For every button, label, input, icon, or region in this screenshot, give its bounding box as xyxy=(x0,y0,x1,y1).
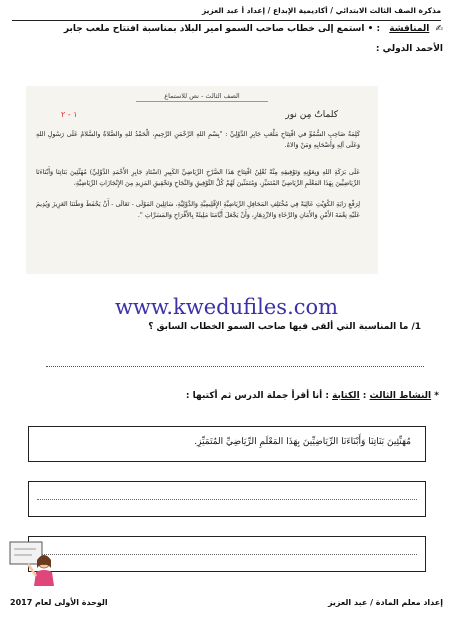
footer-unit: الوحدة الأولى لعام 2017 xyxy=(10,598,108,607)
passage-paragraph-1: كَلِمَةُ صَاحِبِ السُّمُوِّ في افْتِتَاحِ مَلْعَبِ جَابِرِ الدَّوْلِيِّ : "بِسْمِ اللهِ الرَّحْمَنِ الرَّحِيمِ، الْحَمْدُ للهِ والصَّلاةُ والسَّلامُ عَلَى رَسُولِ اللهِ وَعَلَى آلِهِ وَأَصْحَابِهِ وَمَنْ وَالاهُ. xyxy=(36,131,360,149)
writing-line-1[interactable] xyxy=(37,499,417,500)
writing-box-2[interactable] xyxy=(28,536,426,572)
footer-author: إعداد معلم المادة / عبد العزيز xyxy=(327,598,443,607)
writing-box-1[interactable] xyxy=(28,481,426,517)
discussion-continuation: الأحمد الدولي : xyxy=(375,44,443,54)
site-watermark: www.kwedufiles.com xyxy=(114,295,339,319)
activity-instruction: أنا أقرأ جملة الدرس ثم أكتبها : xyxy=(185,391,323,401)
passage-title: كلماتٌ مِن نور xyxy=(285,110,338,120)
question-1: 1/ ما المناسبة التي ألقى فيها صاحب السمو الخطاب السابق ؟ xyxy=(148,322,421,332)
discussion-separator: : xyxy=(376,24,381,34)
passage-subheading-underline xyxy=(136,101,268,102)
activity-label: النشاط الثالث xyxy=(369,391,432,401)
discussion-label: المناقشة xyxy=(389,24,430,34)
model-sentence: مُهَنِّئِينَ بَنَاتِنَا وَأَبْنَاءَنَا الرِّيَاضِيِّينَ بِهَذَا المَعْلَمِ الرِّيَاضِيِّ المُتَمَيِّزِ. xyxy=(194,437,411,447)
passage-paragraph-3: لِرَفْعِ رَايَةِ الكُوَيْتِ عَالِيَةً فِي مُخْتَلِفِ المَحَافِلِ الرِّيَاضِيَّةِ الإِقْلِيمِيَّةِ وَالدَّوْلِيَّةِ، سَائِلِينَ المَوْلَى - تَعَالَى - أَنْ يَحْفَظَ وَطَنَنَا العَزِيزَ وَيُدِيمَ عَلَيْهِ نِعْمَةَ الأَمْنِ وَالأَمَانِ وَالرَّخَاءِ وَالازْدِهَارِ، وَأَنْ يَجْعَلَ أَيَّامَنَا مَلِيئَةً بِالأَفْرَاحِ وَالمَسَرَّاتِ ". xyxy=(36,201,360,219)
activity-separator-2: : xyxy=(325,391,329,401)
header-divider xyxy=(12,20,441,21)
worksheet-header: مذكرة الصف الثالث الابتدائي / أكاديمية الإبداع / إعداد أ عبد العزيز xyxy=(201,6,441,15)
activity-bullet: * xyxy=(434,391,439,401)
writing-box-model xyxy=(28,426,426,462)
passage-subheading: الصف الثالث - نص للاستماع xyxy=(164,92,240,100)
teacher-illustration xyxy=(4,538,60,588)
activity-separator: : xyxy=(362,391,367,401)
passage-number: ١ - ٢ xyxy=(61,110,78,119)
writing-label: الكتابة xyxy=(332,391,360,401)
writing-hand-icon: ✍ xyxy=(435,24,443,34)
answer-line-1[interactable] xyxy=(46,366,424,367)
writing-line-2[interactable] xyxy=(37,554,417,555)
discussion-line xyxy=(12,24,443,42)
discussion-text: • أستمع إلى خطاب صاحب السمو أمير البلاد بمناسبة افتتاح ملعب جابر xyxy=(63,24,374,34)
worksheet-footer xyxy=(10,598,443,614)
listening-passage xyxy=(26,86,378,274)
passage-paragraph-2: عَلَى بَرَكَةِ اللهِ وَبِعَوْنِهِ وَتَوْفِيقِهِ مِنَّةً نُعْلِنُ افْتِتَاحَ هَذَا الصَّرْحِ الرِّيَاضِيِّ الكَبِيرِ (اسْتَادِ جَابِرِ الأَحْمَدِ الدَّوْلِيِّ) مُهَنِّئِينَ بَنَاتِنَا وَأَبْنَاءَنَا الرِّيَاضِيِّينَ بِهَذَا المَعْلَمِ الرِّيَاضِيِّ المُتَمَيِّزِ، وَمُتَمَنِّينَ لَهُمْ كُلَّ التَّوْفِيقِ وَالنَّجَاحِ وَتَحْقِيقِ المَزِيدِ مِنَ الإِنْجَازَاتِ الرِّيَاضِيَّةِ، xyxy=(36,169,360,187)
activity-heading xyxy=(186,391,439,401)
